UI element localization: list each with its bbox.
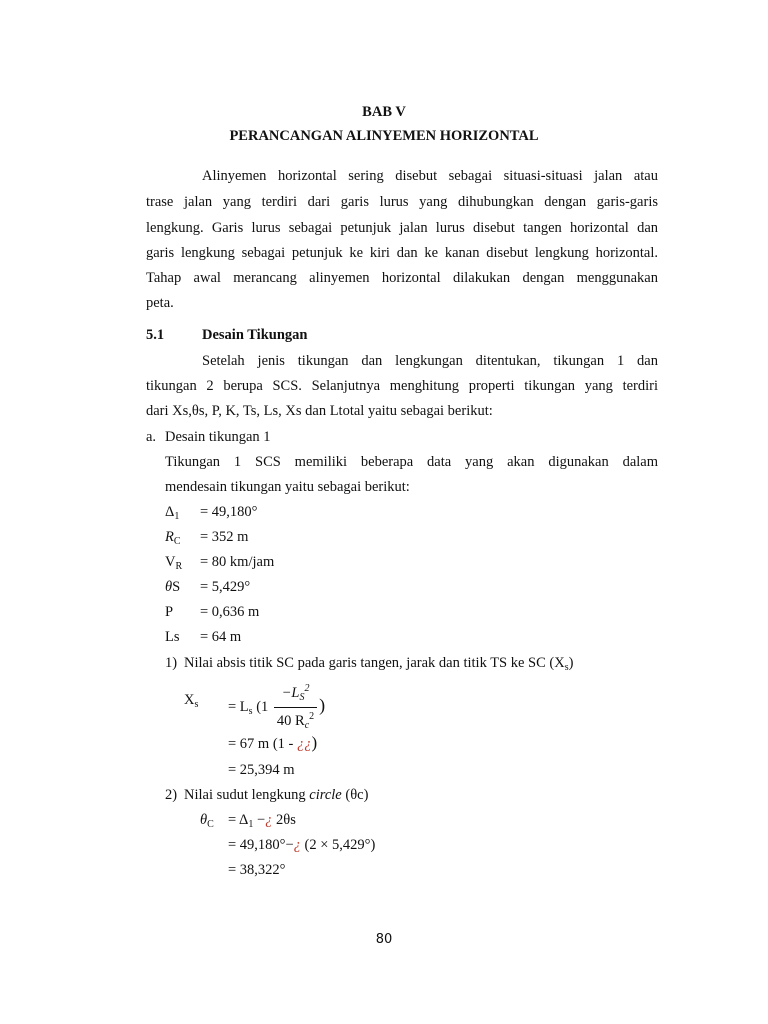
data-value: = 49,180° bbox=[200, 504, 258, 520]
chapter-label: BAB V bbox=[362, 104, 406, 120]
step2-eq1: = $\Delta_1$ −¿ 2θs bbox=[228, 812, 296, 830]
data-value: = 80 km/jam bbox=[200, 554, 275, 570]
step2-text: Nilai sudut lengkung circle (θc) bbox=[184, 787, 369, 803]
data-symbol: $R_C$ bbox=[165, 529, 181, 547]
section-number: 5.1 bbox=[146, 327, 165, 343]
intro-line: lengkung. Garis lurus sebagai petunjuk jalan lurus disebut tangen horizontal dan bbox=[146, 220, 658, 236]
intro-line: Tahap awal merancang alinyemen horizontal dilakukan dengan menggunakan bbox=[146, 270, 658, 286]
step2-eq3: = 38,322° bbox=[228, 862, 286, 878]
data-value: = 5,429° bbox=[200, 579, 251, 595]
item-a-line: mendesain tikungan yaitu sebagai berikut: bbox=[165, 479, 410, 495]
item-a-line: Tikungan 1 SCS memiliki beberapa data yang akan digunakan dalam bbox=[165, 454, 658, 470]
step1-formula: = $L_s$ (1 $\frac{-L_S^2}{40 R_c^2}$ ) bbox=[228, 680, 325, 735]
data-value: = 0,636 m bbox=[200, 604, 260, 620]
section-line: tikungan 2 berupa SCS. Selanjutnya menghitung properti tikungan yang terdiri bbox=[146, 378, 658, 394]
intro-line: garis lengkung sebagai petunjuk ke kiri dan ke kanan disebut lengkung horizontal. bbox=[146, 245, 658, 261]
data-value: = 64 m bbox=[200, 629, 242, 645]
intro-line: trase jalan yang terdiri dari garis lurus yang dihubungkan dengan garis-garis bbox=[146, 194, 658, 210]
step2-lhs: $\theta_C$ bbox=[200, 812, 214, 830]
intro-line: Alinyemen horizontal sering disebut sebagai situasi-situasi jalan atau bbox=[202, 168, 658, 184]
data-symbol: P bbox=[165, 604, 174, 620]
step2-eq2: = 49,180°−¿ (2 × 5,429°) bbox=[228, 837, 376, 853]
item-a-marker: a. bbox=[146, 429, 157, 445]
step1-marker: 1) bbox=[165, 655, 178, 671]
data-symbol: $\Delta_1$ bbox=[165, 504, 180, 522]
step2-marker: 2) bbox=[165, 787, 178, 803]
fraction: $\frac{-L_S^2}{40 R_c^2}$ bbox=[274, 680, 317, 735]
chapter-title: PERANCANGAN ALINYEMEN HORIZONTAL bbox=[229, 128, 539, 144]
intro-line: peta. bbox=[146, 295, 174, 311]
step1-lhs: $X_s$ bbox=[184, 692, 199, 710]
step1-eq3: = 25,394 m bbox=[228, 762, 295, 778]
step1-text: Nilai absis titik SC pada garis tangen, jarak dan titik TS ke SC $(X_s)$ bbox=[184, 655, 574, 673]
page-number: 80 bbox=[375, 932, 393, 947]
data-symbol: θS bbox=[165, 579, 181, 595]
section-line: dari Xs,θs, P, K, Ts, Ls, Xs dan Ltotal yaitu sebagai berikut: bbox=[146, 403, 493, 419]
data-symbol: Ls bbox=[165, 629, 180, 645]
item-a-label: Desain tikungan 1 bbox=[165, 429, 271, 445]
step1-eq2: = 67 m (1 - ¿¿) bbox=[228, 733, 318, 752]
section-line: Setelah jenis tikungan dan lengkungan ditentukan, tikungan 1 dan bbox=[202, 353, 658, 369]
data-value: = 352 m bbox=[200, 529, 249, 545]
section-title: Desain Tikungan bbox=[202, 327, 308, 343]
data-symbol: $V_R$ bbox=[165, 554, 183, 572]
